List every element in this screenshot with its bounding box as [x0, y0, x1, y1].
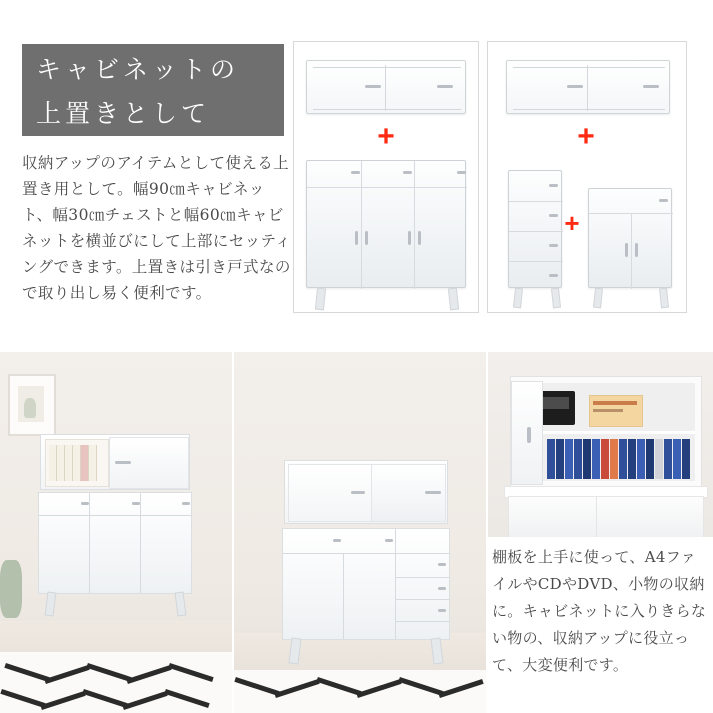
page-title — [22, 44, 284, 136]
photo-storage-detail — [488, 352, 713, 537]
diagram-right — [487, 41, 687, 313]
top-section — [0, 0, 713, 352]
diagram-left-upper-unit — [306, 60, 466, 114]
handle-icon — [643, 85, 659, 88]
upper-unit — [284, 460, 448, 524]
plus-symbol: + — [377, 120, 395, 153]
open-upper-unit — [510, 376, 702, 488]
cabinet — [282, 528, 450, 640]
upper-unit — [40, 434, 190, 490]
wall-art — [8, 374, 56, 436]
diagram-right-upper-unit — [506, 60, 670, 114]
diagram-left-cabinet — [306, 160, 466, 288]
page-title-line1: キャビネットの — [36, 55, 240, 84]
handle-icon — [365, 85, 381, 88]
cabinet — [38, 492, 192, 594]
handle-icon — [567, 85, 583, 88]
photo-room-left — [0, 352, 232, 713]
handle-icon — [437, 85, 453, 88]
diagram-right-cabinet — [588, 188, 672, 288]
photo-room-center — [234, 352, 486, 713]
plus-symbol-mid: + — [564, 208, 580, 238]
plus-symbol-top: + — [577, 120, 595, 153]
lead-paragraph: 収納アップのアイテムとして使える上置き用として。幅90㎝キャビネット、幅30㎝チェストと幅60㎝キャビネットを横並びにして上部にセッティングできます。上置きは引き戸式なので取り出し易く便利です。 — [22, 154, 292, 302]
diagram-left — [293, 41, 479, 313]
bottom-section — [0, 352, 713, 713]
storage-caption: 棚板を上手に使って、A4ファイルやCDやDVD、小物の収納に。キャビネットに入りきらない物の、収納アップに役立って、大変便利です。 — [492, 548, 707, 674]
page-title-line2: 上置きとして — [36, 99, 211, 128]
